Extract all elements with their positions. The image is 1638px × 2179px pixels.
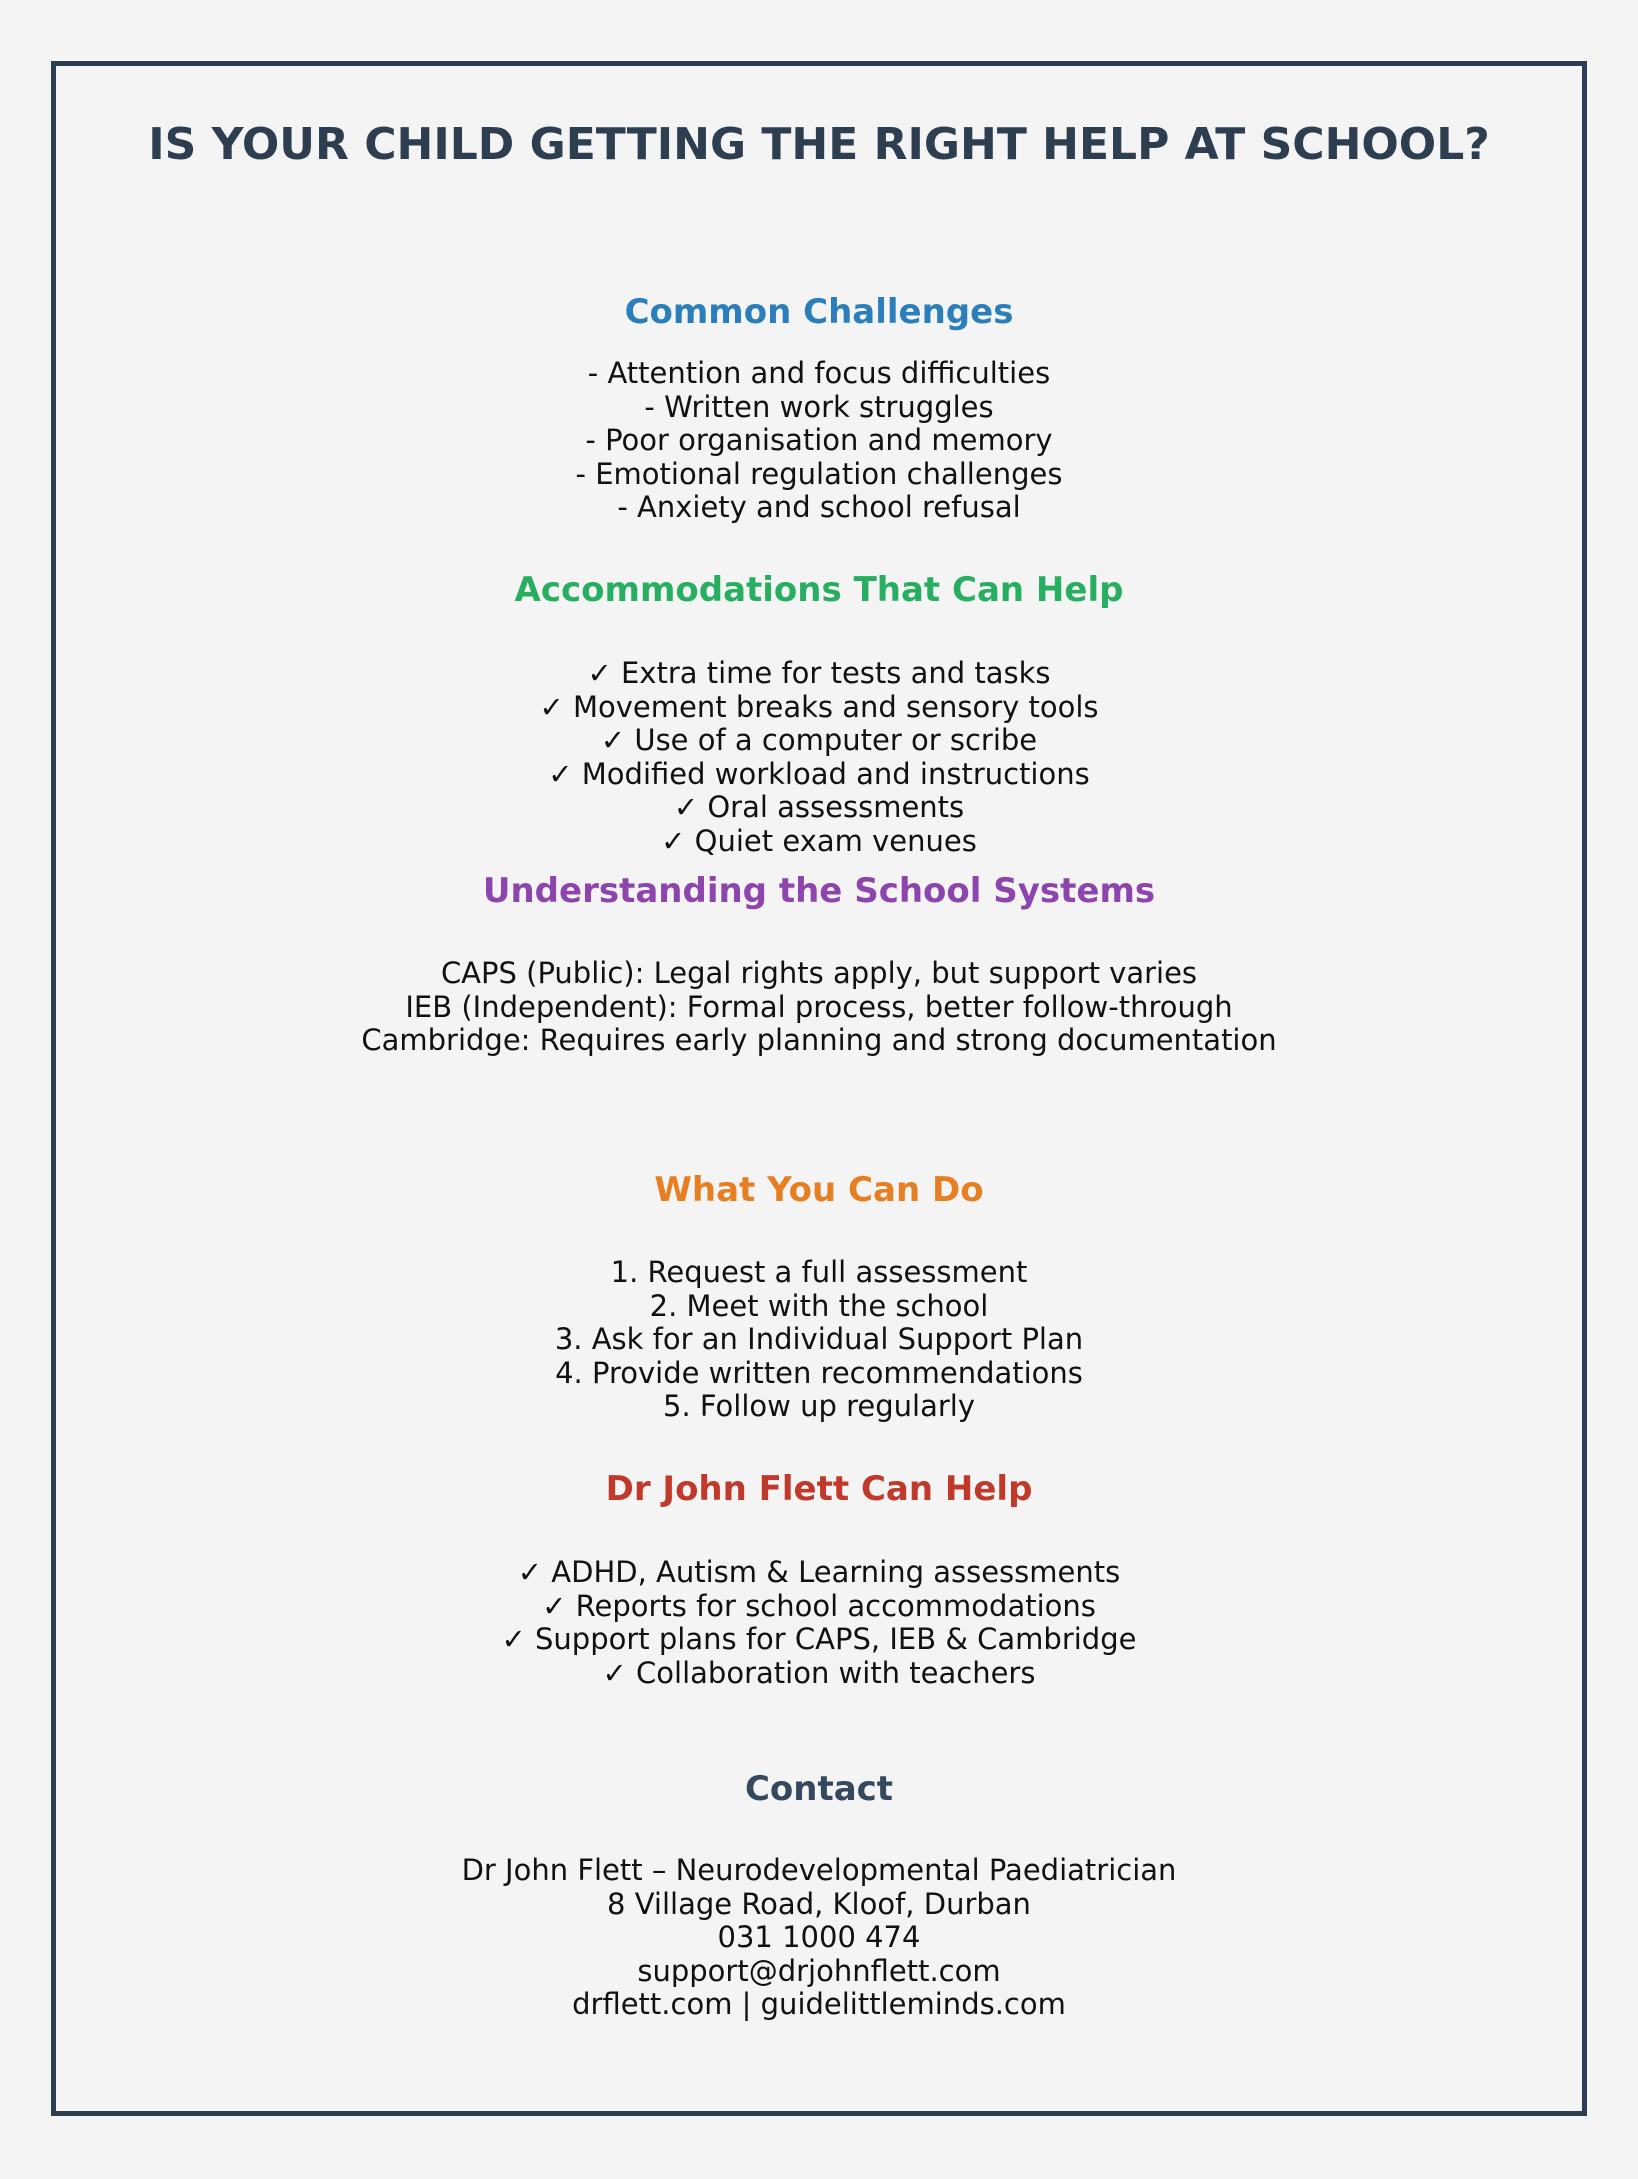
list-item: - Emotional regulation challenges <box>575 456 1063 491</box>
accommodations-list <box>0 657 1638 859</box>
list-item: ✓ ADHD, Autism & Learning assessments <box>517 1555 1121 1589</box>
list-item: IEB (Independent): Formal process, better follow-through <box>405 989 1233 1024</box>
list-item: ✓ Collaboration with teachers <box>602 1655 1036 1690</box>
list-item: 3. Ask for an Individual Support Plan <box>554 1322 1084 1357</box>
list-item: ✓ Extra time for tests and tasks <box>587 656 1051 690</box>
dr-flett-heading: Dr John Flett Can Help <box>605 1469 1033 1509</box>
list-item: Cambridge: Requires early planning and strong documentation <box>361 1023 1277 1058</box>
list-item: ✓ Use of a computer or scribe <box>600 723 1038 758</box>
list-item: ✓ Reports for school accommodations <box>542 1588 1096 1623</box>
what-you-can-do-list <box>0 1256 1638 1424</box>
list-item: ✓ Support plans for CAPS, IEB & Cambridge <box>501 1622 1137 1657</box>
contact-heading: Contact <box>744 1769 894 1809</box>
challenges-heading: Common Challenges <box>624 292 1014 332</box>
accommodations-heading: Accommodations That Can Help <box>514 570 1124 610</box>
contact-websites[interactable]: drflett.com | guidelittleminds.com <box>572 1987 1066 2022</box>
list-item: - Poor organisation and memory <box>585 423 1053 458</box>
systems-list <box>0 957 1638 1058</box>
list-item: - Anxiety and school refusal <box>617 490 1021 525</box>
page-title: IS YOUR CHILD GETTING THE RIGHT HELP AT SCHOOL? <box>148 119 1490 170</box>
contact-email[interactable]: support@drjohnflett.com <box>637 1953 1001 1988</box>
dr-flett-list <box>0 1556 1638 1690</box>
list-item: 4. Provide written recommendations <box>555 1355 1083 1390</box>
challenges-list <box>0 357 1638 525</box>
contact-phone[interactable]: 031 1000 474 <box>717 1920 921 1955</box>
list-item: 1. Request a full assessment <box>610 1255 1028 1289</box>
list-item: CAPS (Public): Legal rights apply, but support varies <box>440 956 1198 990</box>
list-item: ✓ Oral assessments <box>673 790 965 825</box>
contact-name: Dr John Flett – Neurodevelopmental Paediatrician <box>461 1853 1177 1887</box>
list-item: ✓ Modified workload and instructions <box>548 756 1090 791</box>
contact-address: 8 Village Road, Kloof, Durban <box>607 1886 1031 1921</box>
systems-heading: Understanding the School Systems <box>482 871 1156 911</box>
what-you-can-do-heading: What You Can Do <box>654 1170 984 1210</box>
list-item: - Attention and focus difficulties <box>587 356 1051 390</box>
list-item: 2. Meet with the school <box>649 1288 989 1323</box>
list-item: ✓ Quiet exam venues <box>661 823 977 858</box>
list-item: - Written work struggles <box>644 389 994 424</box>
contact-details <box>0 1854 1638 2022</box>
list-item: ✓ Movement breaks and sensory tools <box>539 689 1099 724</box>
list-item: 5. Follow up regularly <box>663 1389 975 1424</box>
